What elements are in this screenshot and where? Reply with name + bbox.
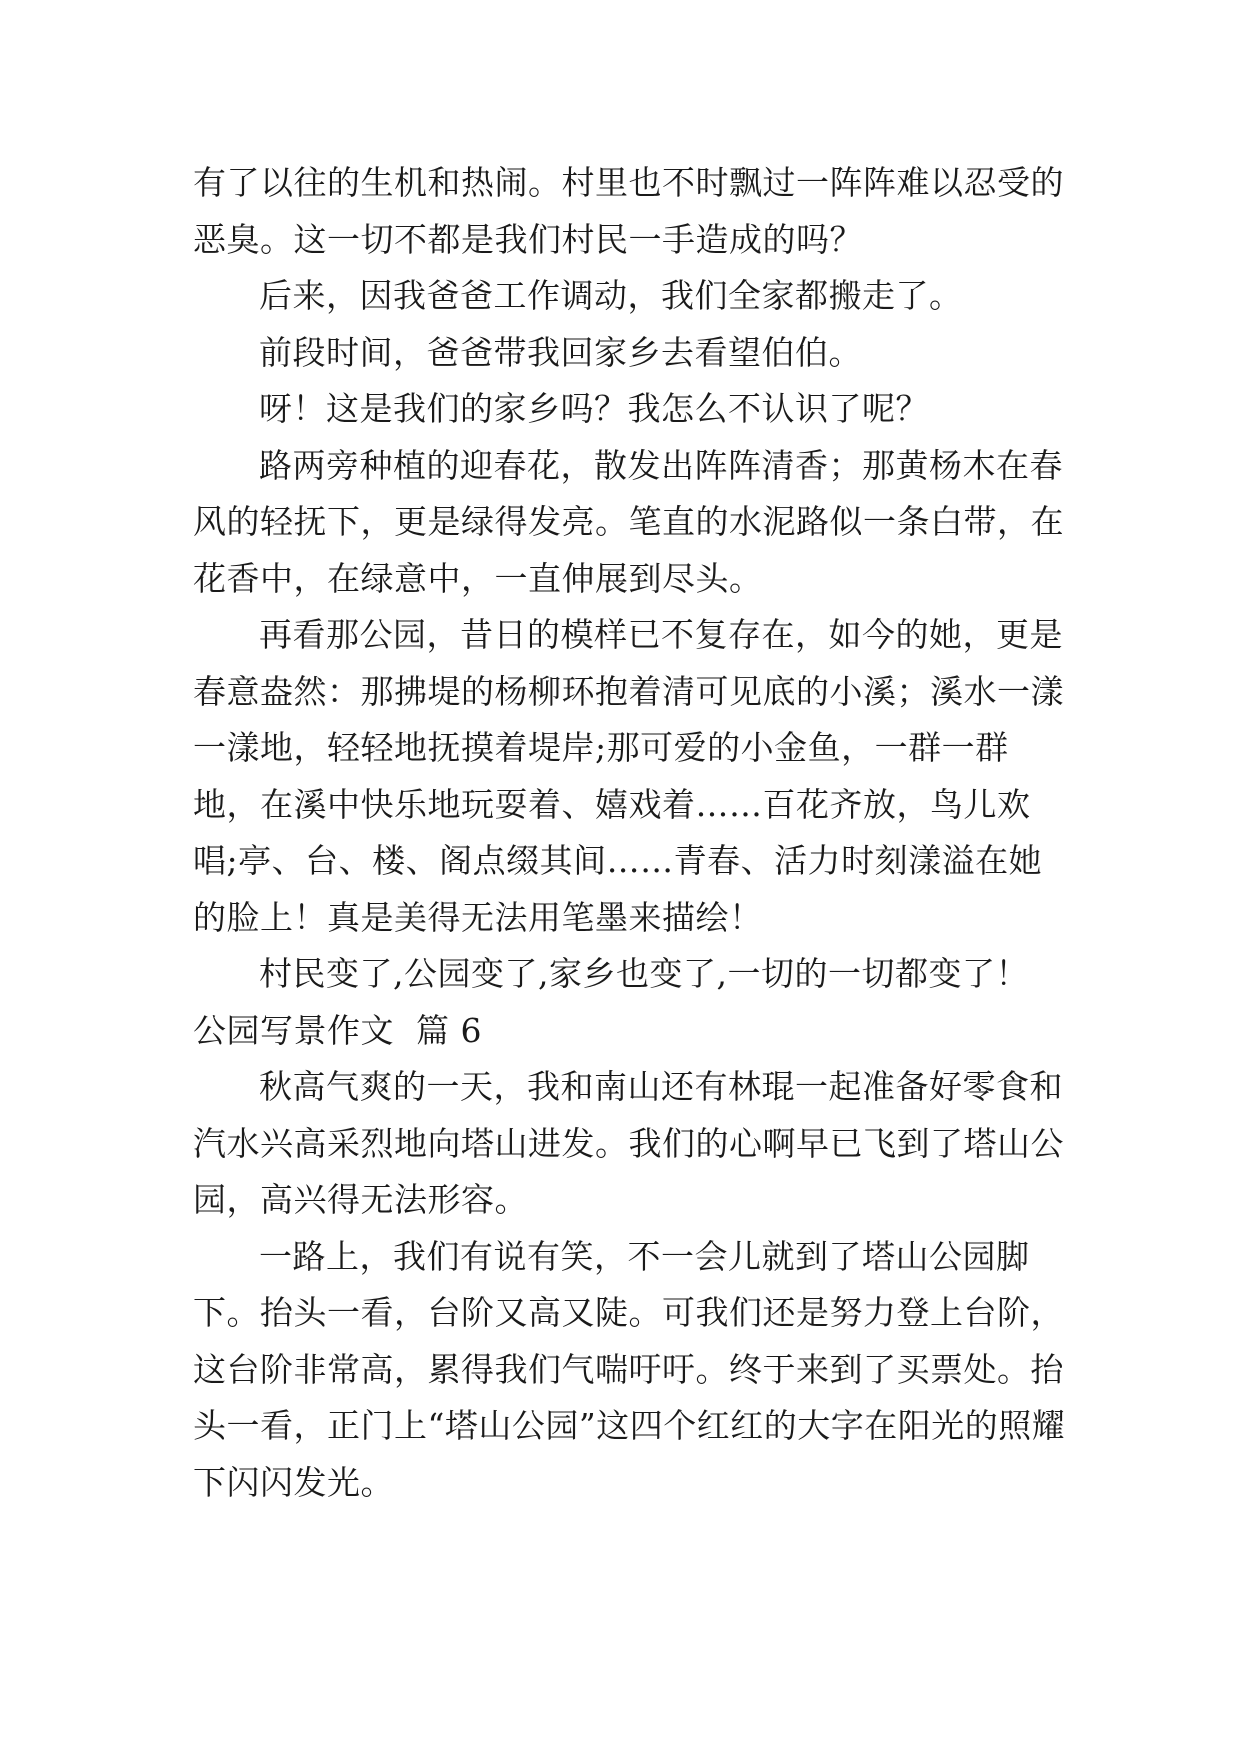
- paragraph: 村民变了,公园变了,家乡也变了,一切的一切都变了！: [259, 954, 1029, 993]
- paragraph: 呀！这是我们的家乡吗？我怎么不认识了呢？: [259, 389, 929, 428]
- paragraph: 有了以往的生机和热闹。村里也不时飘过一阵阵难以忍受的恶臭。这一切不都是我们村民一手造成的吗？: [193, 163, 1064, 259]
- paragraph: 路两旁种植的迎春花，散发出阵阵清香；那黄杨木在春风的轻抚下，更是绿得发亮。笔直的水泥路似一条白带，在花香中，在绿意中，一直伸展到尽头。: [193, 445, 1064, 598]
- document-body: [193, 155, 1073, 1511]
- paragraph: 再看那公园，昔日的模样已不复存在，如今的她，更是春意盎然：那拂堤的杨柳环抱着清可见底的小溪；溪水一漾一漾地，轻轻地抚摸着堤岸;那可爱的小金鱼，一群一群地，在溪中快乐地玩耍着、嬉戏着……百花齐放，鸟儿欢唱;亭、台、楼、阁点缀其间……青春、活力时刻漾溢在她的脸上！真是美得无法用笔墨来描绘！: [193, 615, 1064, 937]
- section-title: 公园写景作文 篇 6: [193, 1010, 482, 1050]
- paragraph: 前段时间，爸爸带我回家乡去看望伯伯。: [259, 332, 862, 372]
- paragraph: 秋高气爽的一天，我和南山还有林琨一起准备好零食和汽水兴高采烈地向塔山进发。我们的心啊早已飞到了塔山公园，高兴得无法形容。: [193, 1067, 1064, 1219]
- paragraph: 后来，因我爸爸工作调动，我们全家都搬走了。: [259, 276, 963, 315]
- paragraph: 一路上，我们有说有笑，不一会儿就到了塔山公园脚下。抬头一看，台阶又高又陡。可我们还是努力登上台阶，这台阶非常高，累得我们气喘吁吁。终于来到了买票处。抬头一看，正门上“塔山公园”这四个红红的大字在阳光的照耀下闪闪发光。: [193, 1236, 1066, 1502]
